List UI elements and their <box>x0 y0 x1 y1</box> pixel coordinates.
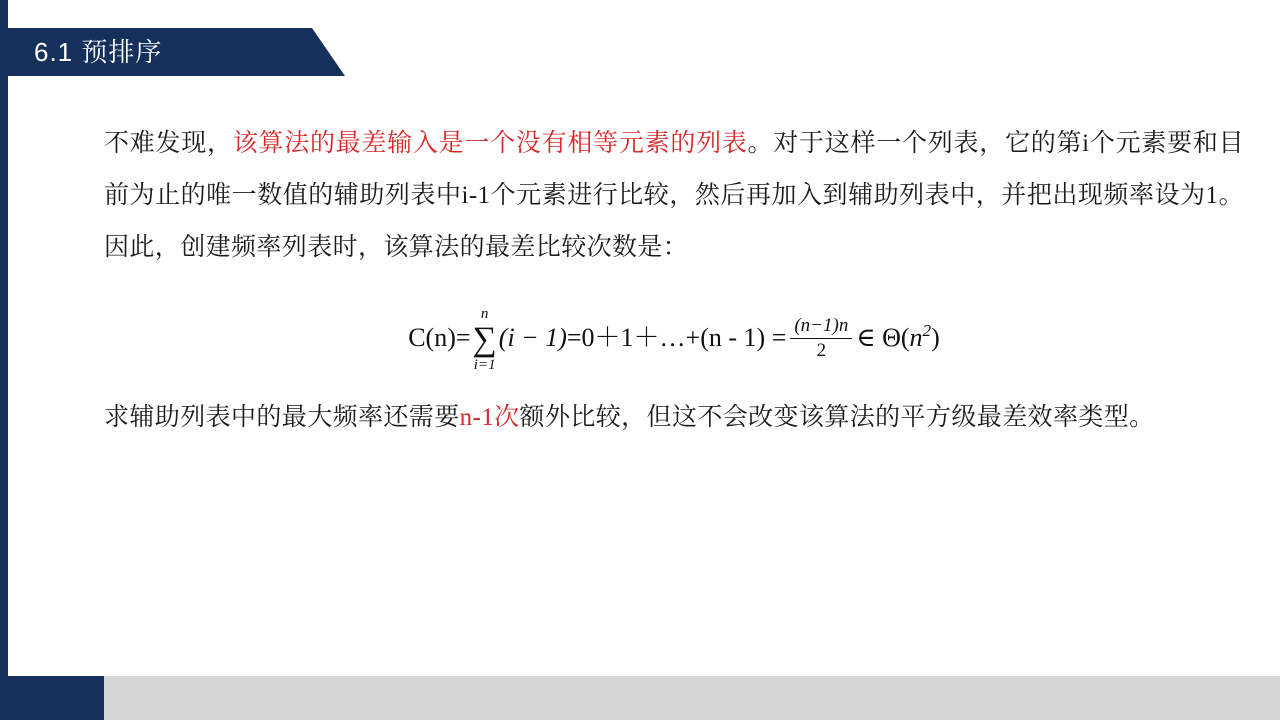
summation-lower-limit: i=1 <box>473 356 496 373</box>
footer-bar <box>0 676 1280 720</box>
formula-block <box>104 305 1244 373</box>
footer-accent-block <box>0 676 104 720</box>
paragraph-one <box>104 118 1244 274</box>
summation-operator <box>472 305 497 373</box>
paragraph-two-part1: 求辅助列表中的最大频率还需要 <box>104 403 460 431</box>
formula-membership: ∈ Θ( <box>856 322 910 352</box>
theta-exponent: 2 <box>922 321 932 341</box>
slide-content <box>104 118 1244 444</box>
slide-header <box>0 28 345 76</box>
fraction-numerator: (n−1)n <box>790 315 852 339</box>
paragraph-two-highlight: n-1次 <box>459 403 520 431</box>
page-title: 6.1 预排序 <box>34 37 163 67</box>
summation-body: (i − 1) <box>498 322 567 352</box>
paragraph-two-part2: 额外比较，但这不会改变该算法的平方级最差效率类型。 <box>519 403 1155 431</box>
formula-close-paren: ) <box>931 322 940 352</box>
left-accent-bar <box>0 0 8 720</box>
formula-lhs: C(n)= <box>408 322 471 352</box>
fraction <box>790 315 852 363</box>
paragraph-two <box>104 392 1244 444</box>
paragraph-one-highlight: 该算法的最差输入是一个没有相等元素的列表 <box>232 130 748 157</box>
summation-upper-limit: n <box>480 305 489 322</box>
paragraph-one-part1: 不难发现， <box>104 130 233 157</box>
sigma-icon: ∑ <box>472 320 497 358</box>
theta-argument: n <box>909 322 923 352</box>
formula-middle: =0＋1＋…+(n - 1) = <box>566 322 787 352</box>
paragraph-one-part2: 。对于这样一个列表，它的第i个元素要和目前为止的唯一数值的辅助列表中i-1个元素进行比较，然后再加入到辅助列表中，并把出现频率设为1。因此，创建频率列表时，该算法的最差比较次数是： <box>104 130 1244 261</box>
fraction-denominator: 2 <box>816 340 827 362</box>
